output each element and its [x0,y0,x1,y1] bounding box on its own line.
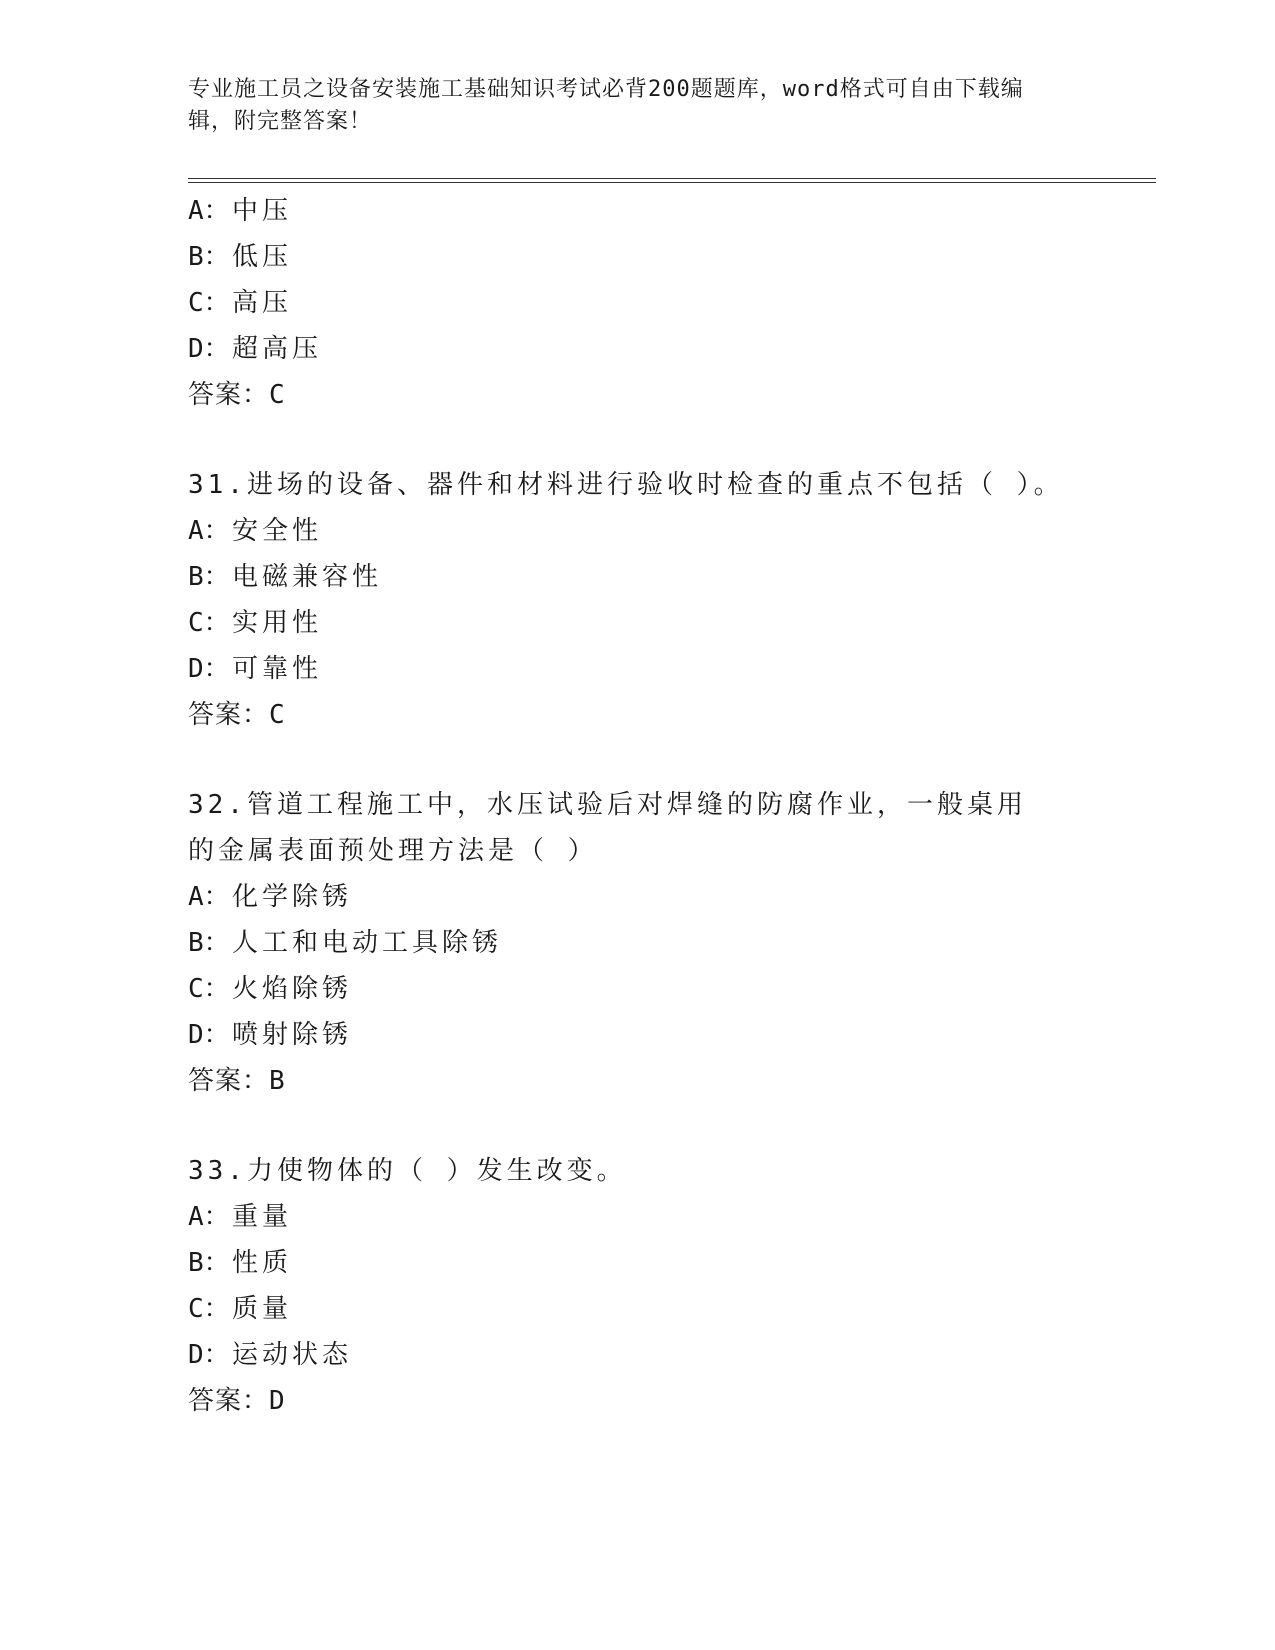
answer-line: 答案：D [188,1386,286,1416]
question-list [188,188,1148,1424]
option-b: B：人工和电动工具除锈 [188,928,503,958]
option-c: C：质量 [188,1294,293,1324]
answer-line: 答案：C [188,380,286,410]
option-b: B：电磁兼容性 [188,562,383,592]
option-d: D：超高压 [188,334,323,364]
document-header: 专业施工员之设备安装施工基础知识考试必背200题题库，word格式可自由下载编辑，附完整答案！ [188,77,1024,134]
option-b: B：性质 [188,1248,293,1278]
question-block-continued [188,188,1148,418]
option-d: D：喷射除锈 [188,1020,353,1050]
answer-line: 答案：B [188,1066,286,1096]
question-block-33 [188,1148,1148,1424]
question-stem: 33.力使物体的（ ）发生改变。 [188,1156,627,1186]
option-a: A：化学除锈 [188,882,353,912]
option-d: D：可靠性 [188,654,323,684]
option-b: B：低压 [188,242,293,272]
option-a: A：重量 [188,1202,293,1232]
option-c: C：实用性 [188,608,323,638]
option-d: D：运动状态 [188,1340,353,1370]
header-divider [188,178,1156,183]
question-stem: 32.管道工程施工中，水压试验后对焊缝的防腐作业，一般桌用的金属表面预处理方法是（ ） [188,790,1027,866]
answer-line: 答案：C [188,700,286,730]
option-c: C：高压 [188,288,293,318]
question-block-31 [188,462,1148,738]
question-block-32 [188,782,1148,1104]
option-c: C：火焰除锈 [188,974,353,1004]
question-stem: 31.进场的设备、器件和材料进行验收时检查的重点不包括（ ）。 [188,470,1064,500]
option-a: A：中压 [188,196,293,226]
option-a: A：安全性 [188,516,323,546]
